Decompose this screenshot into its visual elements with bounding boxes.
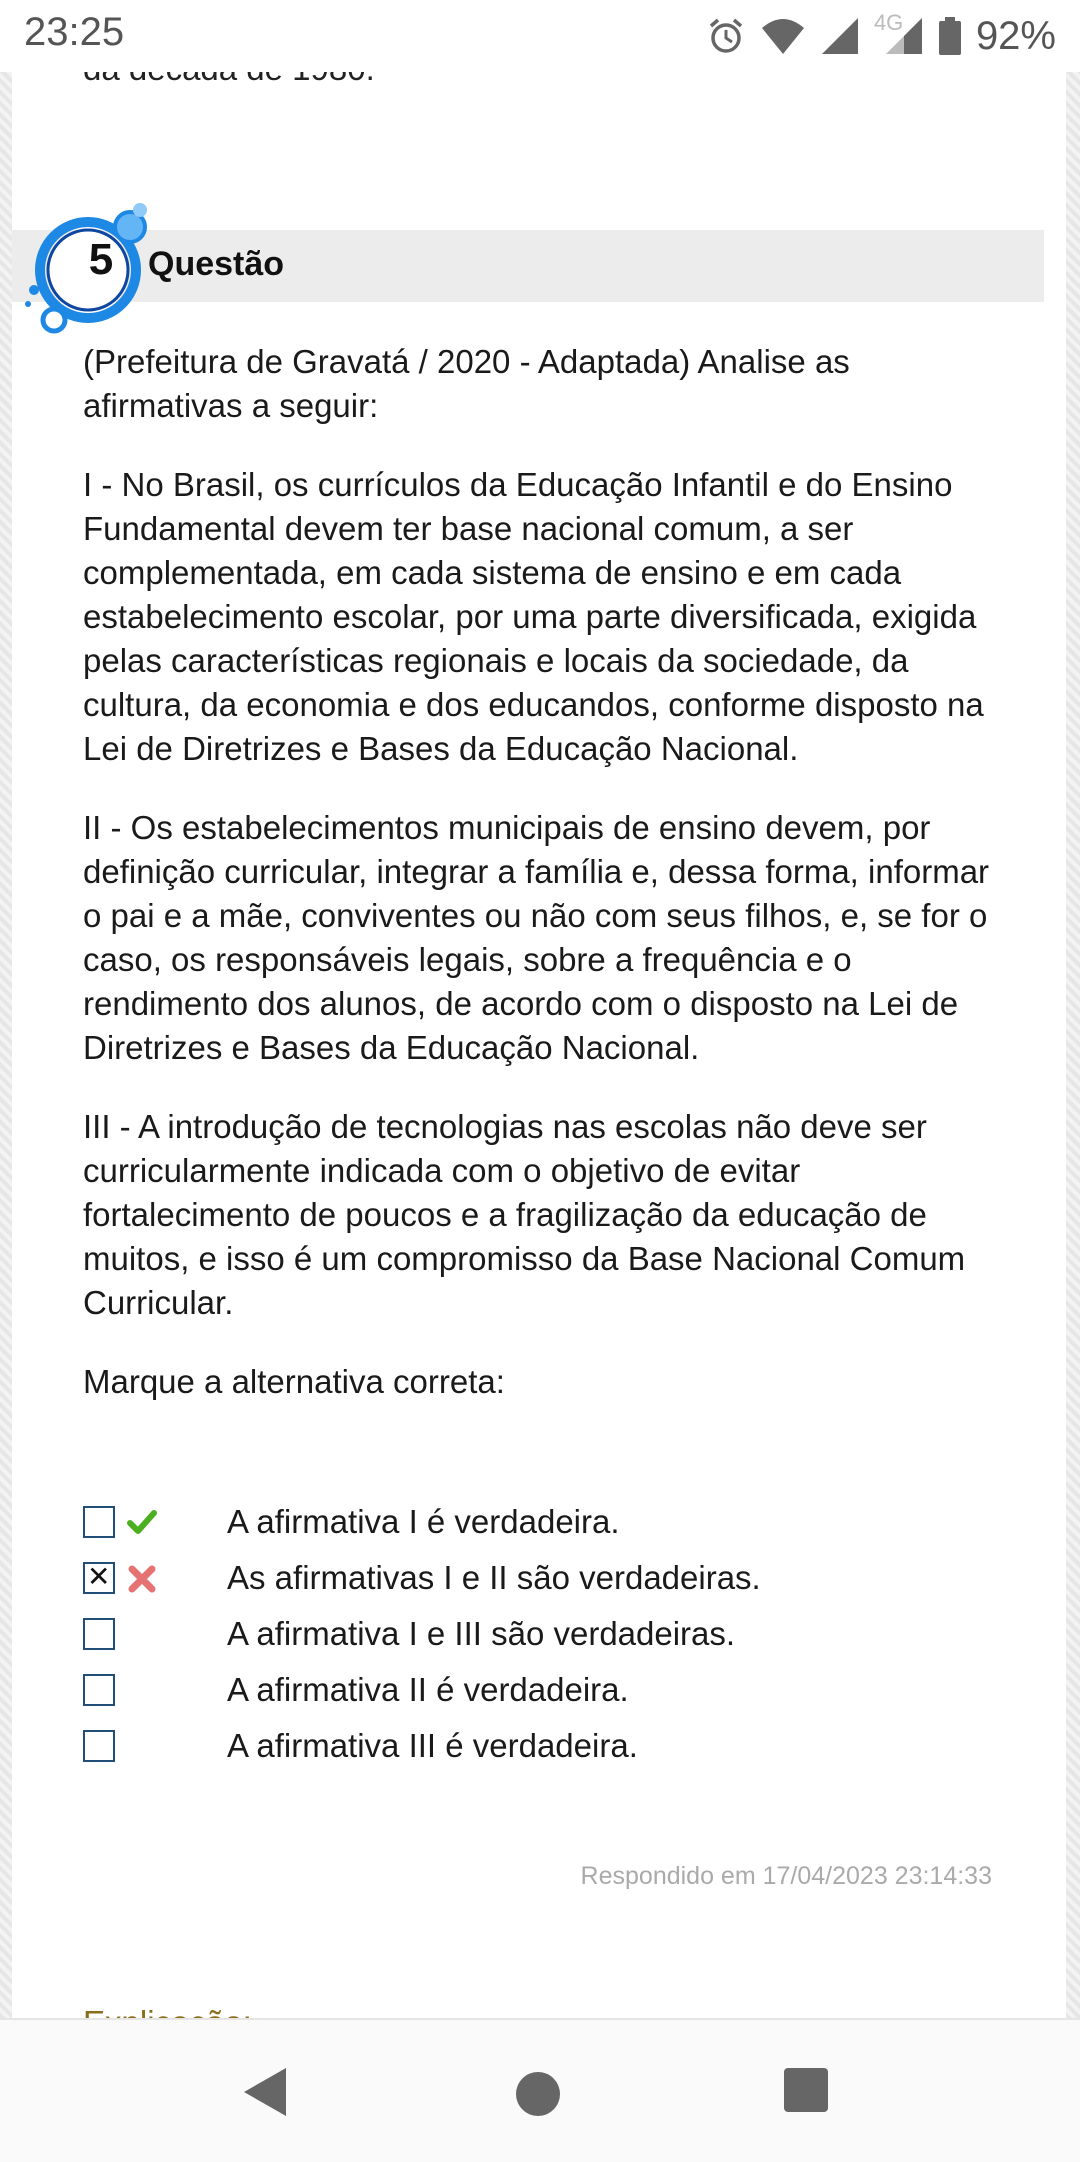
lte-signal-icon <box>873 10 924 56</box>
network-label: 4G <box>873 10 904 35</box>
answered-timestamp: Respondido em 17/04/2023 23:14:33 <box>580 1862 992 1890</box>
wrong-cross-icon <box>127 1564 157 1594</box>
option-a-checkbox[interactable] <box>83 1506 115 1538</box>
option-e-checkbox[interactable] <box>83 1730 115 1762</box>
page-gutter-left <box>0 72 12 2018</box>
option-c-checkbox[interactable] <box>83 1618 115 1650</box>
recents-icon[interactable] <box>782 2066 830 2114</box>
question-number: 5 <box>88 235 114 284</box>
page-gutter-right <box>1066 72 1080 2018</box>
statement-2: II - Os estabelecimentos municipais de ensino devem, por definição curricular, integrar a família e, dessa forma, informar o pai e a mãe, conviventes ou não com seus filhos, e, se for o caso, os responsáveis legais, sobre a frequência e o rendimento dos alunos, de acordo com o disposto na Lei de Diretrizes e Bases da Educação Nacional. <box>83 809 990 1066</box>
signal-icon <box>820 16 860 56</box>
option-b-checkbox[interactable] <box>83 1562 115 1594</box>
statement-3: III - A introdução de tecnologias nas escolas não deve ser curricularmente indicada com o objetivo de evitar fortalecimento de poucos e a fragilização da educação de muitos, e isso é um compromisso da Base Nacional Comum Curricular. <box>83 1108 966 1321</box>
option-d[interactable] <box>83 1668 1023 1724</box>
battery-icon <box>938 16 962 56</box>
option-a[interactable] <box>83 1500 1023 1556</box>
question-page[interactable] <box>12 72 1066 2018</box>
status-bar <box>0 0 1080 72</box>
status-icons <box>706 10 1056 62</box>
option-a-label: A afirmativa I é verdadeira. <box>227 1503 620 1540</box>
wifi-icon <box>760 16 806 56</box>
question-body <box>83 340 1013 1439</box>
option-e[interactable] <box>83 1724 1023 1780</box>
option-b-label: As afirmativas I e II são verdadeiras. <box>227 1559 761 1596</box>
option-c[interactable] <box>83 1612 1023 1668</box>
battery-percent: 92% <box>975 13 1056 58</box>
question-prompt: Marque a alternativa correta: <box>83 1363 505 1400</box>
correct-check-icon <box>127 1508 157 1538</box>
back-icon[interactable] <box>240 2066 290 2118</box>
option-b[interactable] <box>83 1556 1023 1612</box>
option-e-label: A afirmativa III é verdadeira. <box>227 1727 638 1764</box>
answer-options <box>83 1500 1023 1780</box>
option-d-label: A afirmativa II é verdadeira. <box>227 1671 629 1708</box>
question-title: Questão <box>148 245 285 283</box>
home-icon[interactable] <box>514 2070 562 2118</box>
option-c-label: A afirmativa I e III são verdadeiras. <box>227 1615 736 1652</box>
alarm-icon <box>706 16 746 56</box>
option-d-checkbox[interactable] <box>83 1674 115 1706</box>
question-intro: (Prefeitura de Gravatá / 2020 - Adaptada) Analise as afirmativas a seguir: <box>83 343 850 424</box>
status-time: 23:25 <box>24 10 125 54</box>
statement-1: I - No Brasil, os currículos da Educação Infantil e do Ensino Fundamental devem ter base nacional comum, a ser complementada, em cada sistema de ensino e em cada estabelecimento escolar, por uma parte diversificada, exigida pelas características regionais e locais da sociedade, da cultura, da economia e dos educandos, conforme disposto na Lei de Diretrizes e Bases da Educação Nacional. <box>83 466 984 767</box>
navigation-bar <box>0 2018 1080 2162</box>
